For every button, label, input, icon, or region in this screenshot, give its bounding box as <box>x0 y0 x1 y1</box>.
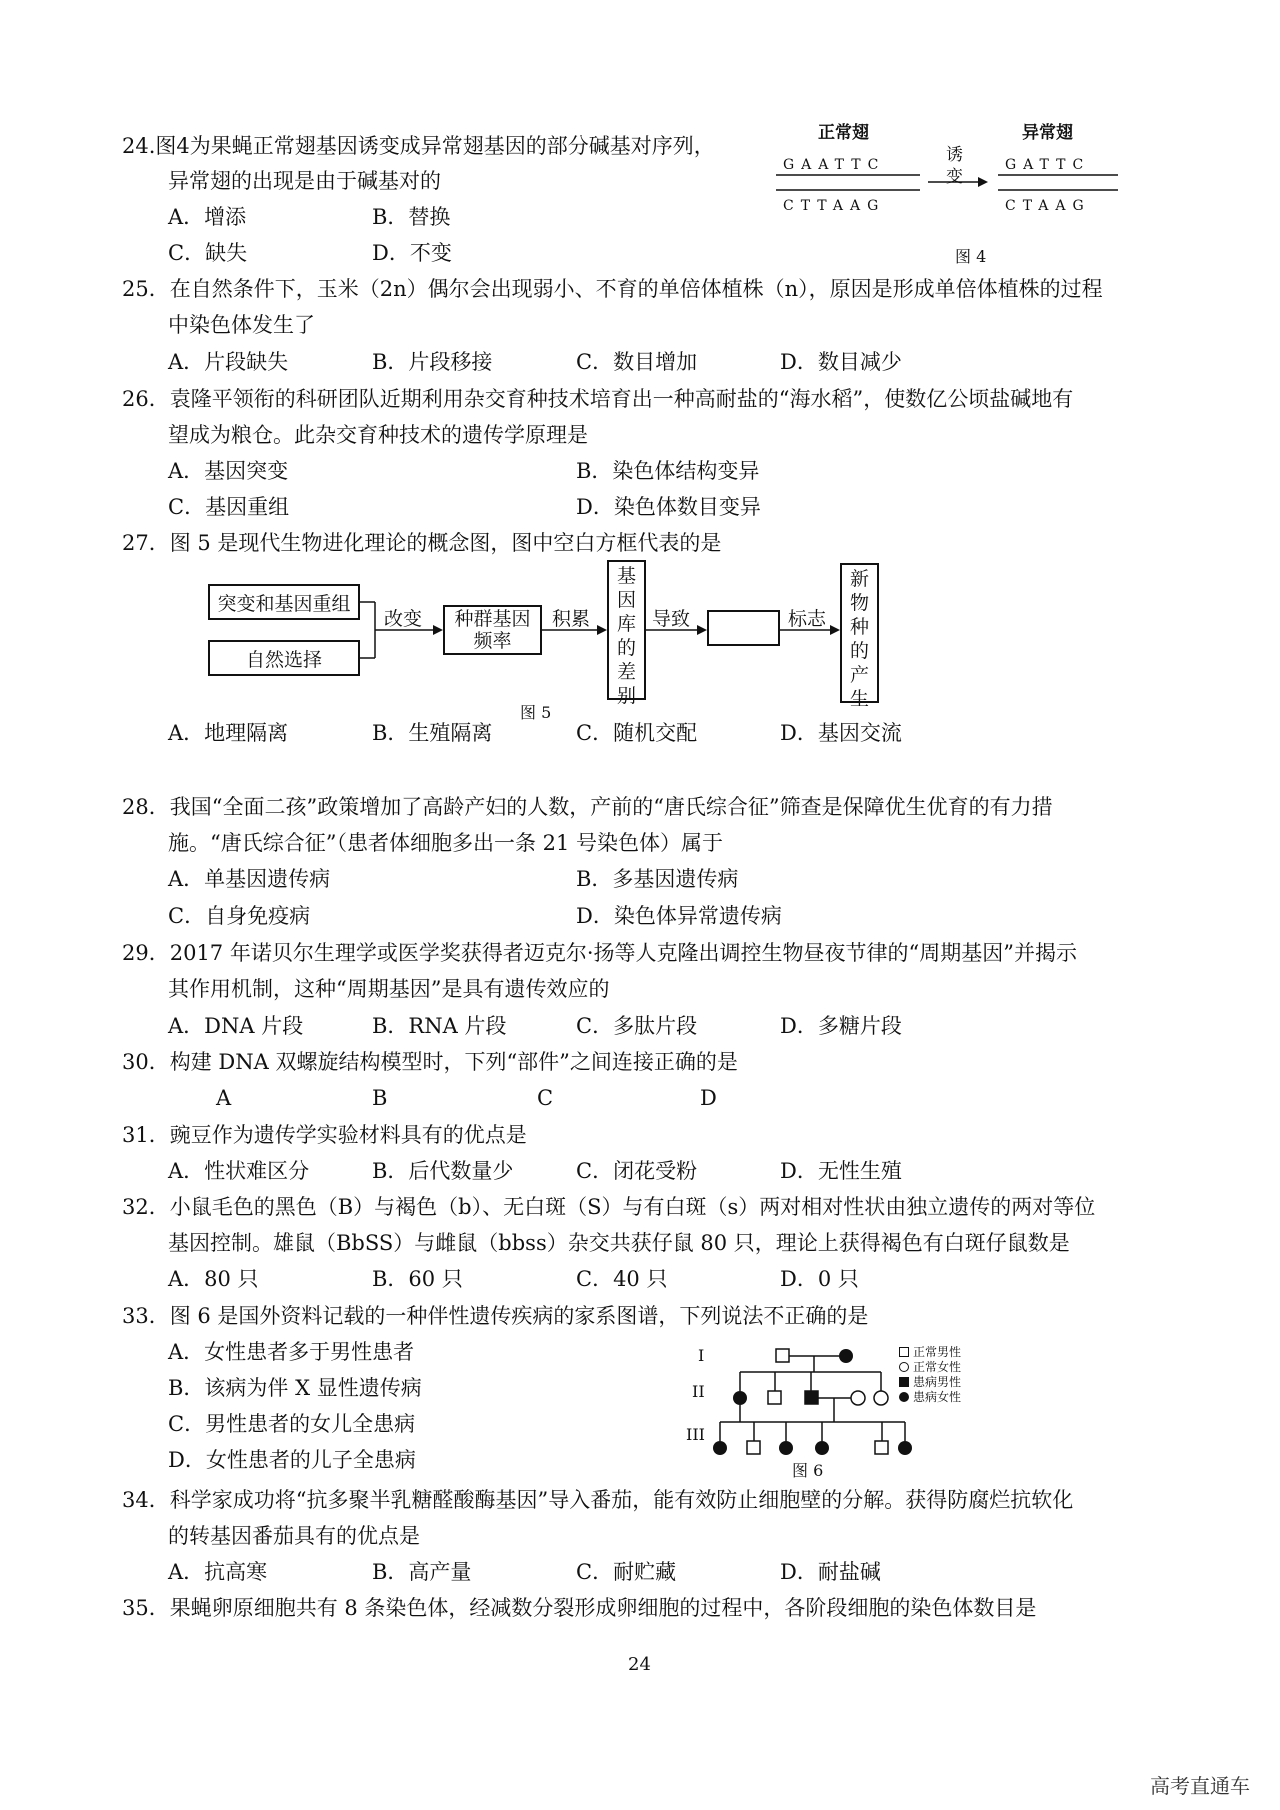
fig4-abnormal-top-strand: GATTC <box>1005 157 1091 173</box>
q33-option-b: B．该病为伴 X 显性遗传病 <box>168 1376 422 1400</box>
q25-option-c: C．数目增加 <box>576 350 698 374</box>
fig4-normal-top-strand: GAATTC <box>783 157 886 173</box>
q24-option-d: D．不变 <box>372 241 452 265</box>
fig5-gene-pool-char: 基 <box>616 565 636 587</box>
q25-option-d: D．数目减少 <box>780 350 902 374</box>
fig5-gene-pool-char: 库 <box>616 613 636 635</box>
q26-option-d: D．染色体数目变异 <box>576 495 761 519</box>
circle-filled-icon <box>899 1392 909 1402</box>
fig5-gene-frequency-line2: 频率 <box>473 630 512 652</box>
q28-option-a: A．单基因遗传病 <box>168 867 331 891</box>
q25-option-a: A．片段缺失 <box>168 350 289 374</box>
fig6-legend-label: 正常女性 <box>913 1360 962 1374</box>
fig4-abnormal-bottom-strand: CTAAG <box>1005 198 1091 214</box>
q25-option-b: B．片段移接 <box>372 350 493 374</box>
q31-option-c: C．闭花受粉 <box>576 1159 698 1183</box>
q29-option-d: D．多糖片段 <box>780 1014 902 1038</box>
q30-option-a: A <box>216 1086 232 1110</box>
fig6-gen-I: I <box>698 1346 705 1365</box>
fig5-new-species-char: 产 <box>849 664 869 686</box>
q30-option-c: C <box>537 1086 554 1110</box>
q26-option-b: B．染色体结构变异 <box>576 459 760 483</box>
q29-option-c: C．多肽片段 <box>576 1014 698 1038</box>
page-number: 24 <box>628 1654 651 1675</box>
q30-stem-line1: 30．构建 DNA 双螺旋结构模型时，下列“部件”之间连接正确的是 <box>122 1050 738 1074</box>
fig6-gen-II: II <box>692 1382 705 1401</box>
q32-stem-line2: 基因控制。雄鼠（BbSS）与雌鼠（bbss）杂交共获仔鼠 80 只，理论上获得褐色有白斑仔鼠数是 <box>168 1231 1070 1255</box>
q32-option-b: B．60 只 <box>372 1267 463 1291</box>
fig4-abnormal-title: 异常翅 <box>1022 123 1073 143</box>
q27-option-b: B．生殖隔离 <box>372 721 493 745</box>
fig5-label-lead: 导致 <box>652 608 691 630</box>
fig5-box-mutation: 突变和基因重组 <box>208 584 360 620</box>
fig6-legend-label: 患病女性 <box>913 1390 962 1404</box>
fig5-caption: 图 5 <box>520 703 552 722</box>
q34-option-c: C．耐贮藏 <box>576 1560 677 1584</box>
q28-option-c: C．自身免疫病 <box>168 904 311 928</box>
q31-option-b: B．后代数量少 <box>372 1159 514 1183</box>
q32-option-c: C．40 只 <box>576 1267 668 1291</box>
q29-stem-line2: 其作用机制，这种“周期基因”是具有遗传效应的 <box>168 977 610 1001</box>
q34-option-a: A．抗高寒 <box>168 1560 268 1584</box>
fig5-label-change: 改变 <box>384 608 423 630</box>
q33-option-c: C．男性患者的女儿全患病 <box>168 1412 416 1436</box>
q33-option-a: A．女性患者多于男性患者 <box>168 1340 415 1364</box>
circle-outline-icon <box>899 1362 909 1372</box>
fig4-caption: 图 4 <box>955 247 987 266</box>
q28-stem-line2: 施。“唐氏综合征”（患者体细胞多出一条 21 号染色体）属于 <box>168 831 724 855</box>
square-outline-icon <box>899 1347 909 1357</box>
q27-option-d: D．基因交流 <box>780 721 902 745</box>
fig5-gene-pool-char: 别 <box>616 685 636 707</box>
q29-stem-line1: 29．2017 年诺贝尔生理学或医学奖获得者迈克尔·扬等人克隆出调控生物昼夜节律的“周期基因”并揭示 <box>122 941 1077 965</box>
fig5-box-natural-selection: 自然选择 <box>208 640 360 676</box>
fig6-legend-affected-female <box>899 1388 961 1405</box>
q31-stem-line1: 31．豌豆作为遗传学实验材料具有的优点是 <box>122 1123 527 1147</box>
watermark: 高考直通车 <box>1150 1774 1250 1798</box>
q27-option-c: C．随机交配 <box>576 721 698 745</box>
q25-stem-line2: 中染色体发生了 <box>168 313 315 337</box>
q34-stem-line1: 34．科学家成功将“抗多聚半乳糖醛酸酶基因”导入番茄，能有效防止细胞壁的分解。获得防腐烂抗软化 <box>122 1488 1074 1512</box>
q24-stem-line2: 异常翅的出现是由于碱基对的 <box>168 169 441 193</box>
q24-option-b: B．替换 <box>372 205 451 229</box>
fig6-legend-label: 正常男性 <box>913 1345 962 1359</box>
fig5-new-species-char: 物 <box>849 592 869 614</box>
fig5-new-species-char: 的 <box>849 640 869 662</box>
fig6-caption: 图 6 <box>792 1461 824 1480</box>
fig5-gene-frequency-line1: 种群基因 <box>454 608 531 630</box>
q27-stem-line1: 27．图 5 是现代生物进化理论的概念图，图中空白方框代表的是 <box>122 531 722 555</box>
q33-option-d: D．女性患者的儿子全患病 <box>168 1448 416 1472</box>
fig5-label-mark: 标志 <box>788 608 827 630</box>
fig5-new-species-char: 种 <box>849 616 869 638</box>
q32-option-d: D．0 只 <box>780 1267 859 1291</box>
fig6-legend-label: 患病男性 <box>913 1375 962 1389</box>
q35-stem-line1: 35．果蝇卵原细胞共有 8 条染色体，经减数分裂形成卵细胞的过程中，各阶段细胞的染色体数目是 <box>122 1596 1037 1620</box>
q27-option-a: A．地理隔离 <box>168 721 289 745</box>
fig4-arrow-label-2: 变 <box>946 167 963 187</box>
q24-option-a: A．增添 <box>168 205 247 229</box>
q30-option-b: B <box>372 1086 388 1110</box>
q31-option-a: A．性状难区分 <box>168 1159 310 1183</box>
q26-stem-line2: 望成为粮仓。此杂交育种技术的遗传学原理是 <box>168 423 588 447</box>
q29-option-b: B．RNA 片段 <box>372 1014 507 1038</box>
fig5-gene-pool-char: 差 <box>616 661 636 683</box>
q32-option-a: A．80 只 <box>168 1267 259 1291</box>
q26-option-c: C．基因重组 <box>168 495 290 519</box>
q29-option-a: A．DNA 片段 <box>168 1014 304 1038</box>
q33-stem-line1: 33．图 6 是国外资料记载的一种伴性遗传疾病的家系图谱，下列说法不正确的是 <box>122 1304 869 1328</box>
fig4-arrow-label-1: 诱 <box>946 145 963 165</box>
fig5-new-species-char: 新 <box>849 568 869 590</box>
q24-option-c: C．缺失 <box>168 241 248 265</box>
q26-option-a: A．基因突变 <box>168 459 289 483</box>
q24-stem-line1: 24.图4为果蝇正常翅基因诱变成异常翅基因的部分碱基对序列， <box>122 134 715 158</box>
fig4-normal-title: 正常翅 <box>818 123 869 143</box>
q31-option-d: D．无性生殖 <box>780 1159 902 1183</box>
fig5-new-species-char: 生 <box>849 688 869 710</box>
q34-option-d: D．耐盐碱 <box>780 1560 881 1584</box>
q30-option-d: D <box>700 1086 717 1110</box>
q28-option-b: B．多基因遗传病 <box>576 867 739 891</box>
q25-stem-line1: 25．在自然条件下，玉米（2n）偶尔会出现弱小、不育的单倍体植株（n），原因是形成单倍体植株的过程 <box>122 277 1103 301</box>
q28-stem-line1: 28．我国“全面二孩”政策增加了高龄产妇的人数，产前的“唐氏综合征”筛查是保障优生优育的有力措 <box>122 795 1053 819</box>
fig5-gene-pool-char: 因 <box>616 589 636 611</box>
square-filled-icon <box>899 1377 909 1387</box>
q34-option-b: B．高产量 <box>372 1560 472 1584</box>
q34-stem-line2: 的转基因番茄具有的优点是 <box>168 1524 420 1548</box>
fig6-gen-III: III <box>686 1425 705 1444</box>
q28-option-d: D．染色体异常遗传病 <box>576 904 782 928</box>
q26-stem-line1: 26．袁隆平领衔的科研团队近期利用杂交育种技术培育出一种高耐盐的“海水稻”，使数亿公顷盐碱地有 <box>122 387 1074 411</box>
fig5-label-accumulate: 积累 <box>552 608 591 630</box>
q32-stem-line1: 32．小鼠毛色的黑色（B）与褐色（b）、无白斑（S）与有白斑（s）两对相对性状由独立遗传的两对等位 <box>122 1195 1096 1219</box>
fig5-gene-pool-char: 的 <box>616 637 636 659</box>
fig4-normal-bottom-strand: CTTAAG <box>783 198 886 214</box>
